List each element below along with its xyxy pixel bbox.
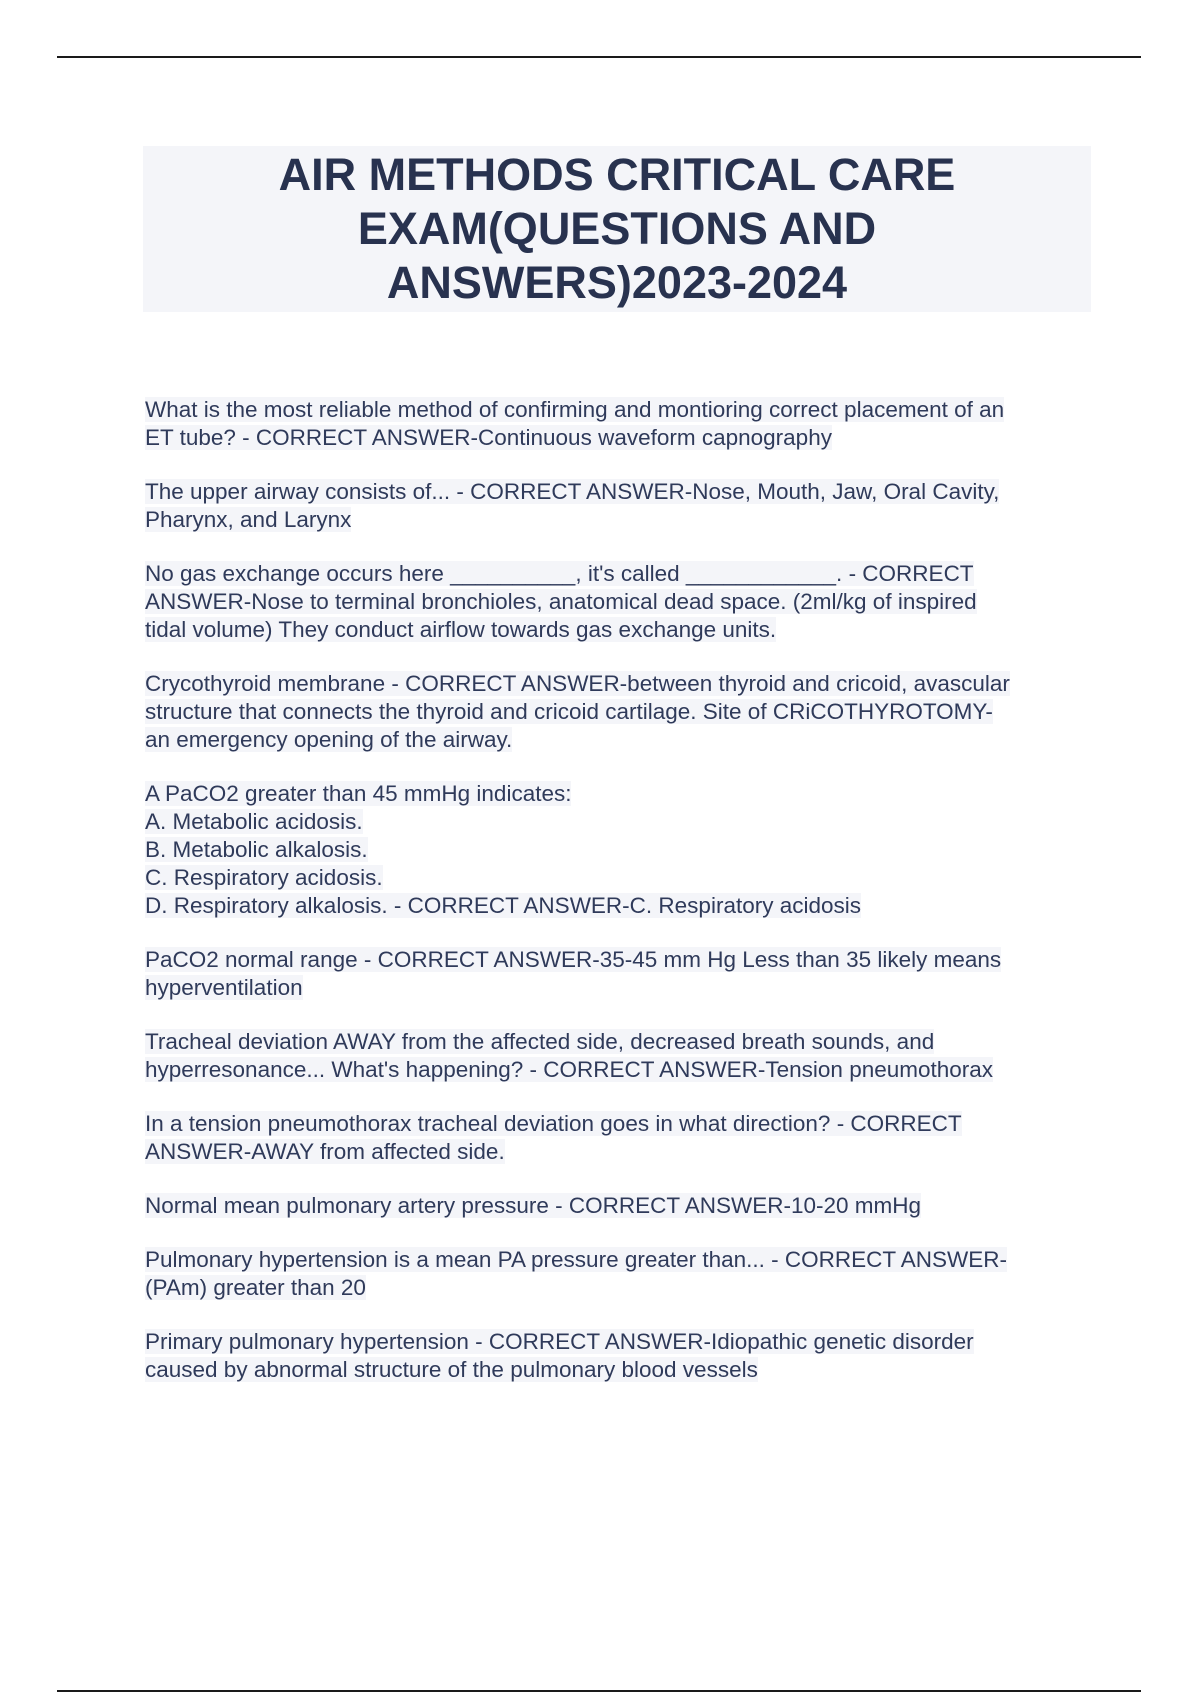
- title-line: EXAM(QUESTIONS AND: [357, 203, 877, 254]
- qa-item: [145, 1028, 1085, 1084]
- qa-line-text: ANSWER-Nose to terminal bronchioles, anatomical dead space. (2ml/kg of inspired: [145, 589, 977, 614]
- qa-item: [145, 1328, 1085, 1384]
- qa-line: [145, 780, 1085, 808]
- qa-line: [145, 1356, 1085, 1384]
- qa-line-text: Normal mean pulmonary artery pressure - CORRECT ANSWER-10-20 mmHg: [145, 1193, 922, 1218]
- qa-line-text: C. Respiratory acidosis.: [145, 865, 383, 890]
- qa-line-text: tidal volume) They conduct airflow towards gas exchange units.: [145, 617, 777, 642]
- qa-line: [145, 808, 1085, 836]
- qa-line: [145, 1274, 1085, 1302]
- qa-line: [145, 726, 1085, 754]
- qa-line-text: Primary pulmonary hypertension - CORRECT ANSWER-Idiopathic genetic disorder: [145, 1329, 974, 1354]
- qa-line: [145, 1028, 1085, 1056]
- qa-line: [145, 698, 1085, 726]
- qa-line-text: Pharynx, and Larynx: [145, 507, 352, 532]
- qa-line: [145, 1056, 1085, 1084]
- qa-item: [145, 1192, 1085, 1220]
- qa-line-text: The upper airway consists of... - CORRECT ANSWER-Nose, Mouth, Jaw, Oral Cavity,: [145, 479, 1000, 504]
- qa-line-text: hyperresonance... What's happening? - CORRECT ANSWER-Tension pneumothorax: [145, 1057, 994, 1082]
- qa-line-text: In a tension pneumothorax tracheal deviation goes in what direction? - CORRECT: [145, 1111, 962, 1136]
- qa-line: [145, 588, 1085, 616]
- qa-line-text: ANSWER-AWAY from affected side.: [145, 1139, 505, 1164]
- qa-line: [145, 560, 1085, 588]
- qa-item: [145, 946, 1085, 1002]
- qa-item: [145, 780, 1085, 920]
- qa-line: [145, 396, 1085, 424]
- qa-line: [145, 670, 1085, 698]
- qa-item: [145, 560, 1085, 644]
- qa-item: [145, 396, 1085, 452]
- qa-line-text: What is the most reliable method of confirming and montioring correct placement of an: [145, 397, 1005, 422]
- qa-line-text: an emergency opening of the airway.: [145, 727, 513, 752]
- qa-line: [145, 478, 1085, 506]
- qa-line-text: A PaCO2 greater than 45 mmHg indicates:: [145, 781, 572, 806]
- qa-line-text: ET tube? - CORRECT ANSWER-Continuous waveform capnography: [145, 425, 832, 450]
- qa-item: [145, 478, 1085, 534]
- qa-line-text: hyperventilation: [145, 975, 303, 1000]
- qa-line: [145, 974, 1085, 1002]
- qa-line-text: No gas exchange occurs here __________, it's called ____________. - CORRECT: [145, 561, 974, 586]
- qa-line: [145, 616, 1085, 644]
- footer-rule: [57, 1690, 1141, 1692]
- qa-line-text: D. Respiratory alkalosis. - CORRECT ANSWER-C. Respiratory acidosis: [145, 893, 862, 918]
- qa-line-text: caused by abnormal structure of the pulmonary blood vessels: [145, 1357, 758, 1382]
- qa-line: [145, 864, 1085, 892]
- qa-line-text: (PAm) greater than 20: [145, 1275, 366, 1300]
- qa-line: [145, 1246, 1085, 1274]
- qa-line-text: Pulmonary hypertension is a mean PA pressure greater than... - CORRECT ANSWER-: [145, 1247, 1008, 1272]
- qa-line-text: structure that connects the thyroid and cricoid cartilage. Site of CRiCOTHYROTOMY-: [145, 699, 993, 724]
- qa-line-text: Tracheal deviation AWAY from the affected side, decreased breath sounds, and: [145, 1029, 935, 1054]
- qa-line-text: Crycothyroid membrane - CORRECT ANSWER-between thyroid and cricoid, avascular: [145, 671, 1010, 696]
- qa-line-text: B. Metabolic alkalosis.: [145, 837, 368, 862]
- qa-line-text: A. Metabolic acidosis.: [145, 809, 363, 834]
- qa-line: [145, 1110, 1085, 1138]
- document-title: [143, 146, 1091, 312]
- qa-item: [145, 1110, 1085, 1166]
- qa-line: [145, 506, 1085, 534]
- qa-line: [145, 1192, 1085, 1220]
- qa-line: [145, 892, 1085, 920]
- header-rule: [57, 56, 1141, 58]
- title-line: AIR METHODS CRITICAL CARE: [278, 149, 956, 200]
- title-line: ANSWERS)2023-2024: [386, 257, 848, 308]
- qa-line: [145, 1328, 1085, 1356]
- qa-item: [145, 1246, 1085, 1302]
- qa-item: [145, 670, 1085, 754]
- qa-line: [145, 1138, 1085, 1166]
- qa-list: [145, 396, 1085, 1410]
- qa-line: [145, 946, 1085, 974]
- qa-line: [145, 424, 1085, 452]
- qa-line-text: PaCO2 normal range - CORRECT ANSWER-35-45 mm Hg Less than 35 likely means: [145, 947, 1002, 972]
- qa-line: [145, 836, 1085, 864]
